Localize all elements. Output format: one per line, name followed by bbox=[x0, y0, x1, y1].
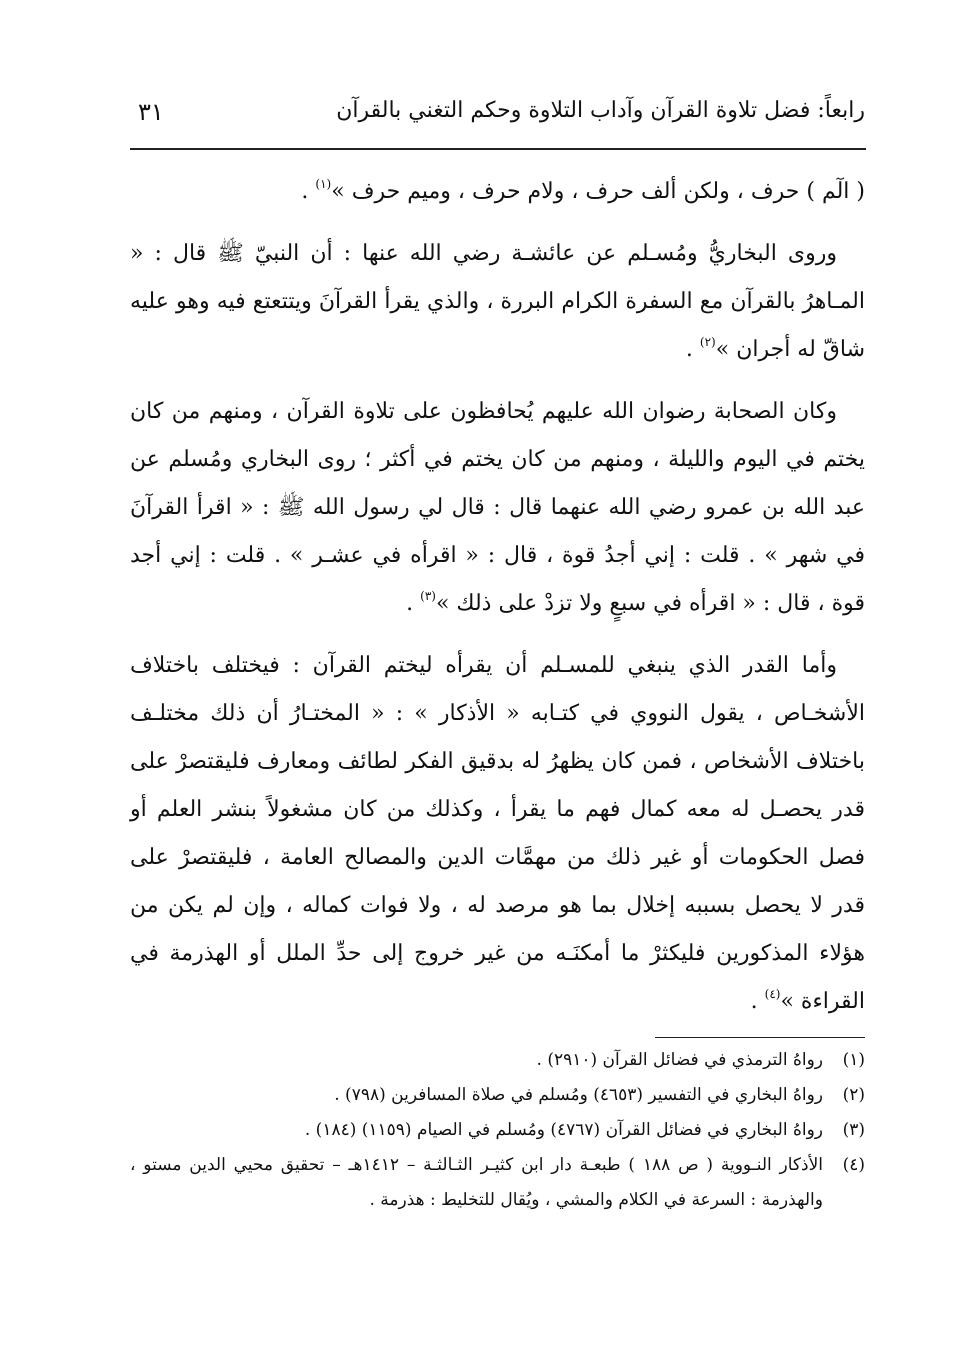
paragraph-1-end: . bbox=[301, 179, 316, 204]
footnote-ref-4: (٤) bbox=[764, 987, 781, 1001]
paragraph-2 bbox=[130, 230, 865, 374]
paragraph-2-text: وروى البخاريُّ ومُسـلم عن عائشـة رضي الله عنها : أن النبيّ ﷺ قال : « المـاهرُ بالقرآن مع السفرة الكرام البررة ، والذي يقرأ القرآنَ ويتتعتع فيه وهو عليه شاقّ له أجران » bbox=[130, 241, 865, 362]
paragraph-3-end: . bbox=[406, 591, 421, 616]
running-title: رابعاً: فضل تلاوة القرآن وآداب التلاوة وحكم التغني بالقرآن bbox=[336, 98, 865, 123]
footnote-text: رواهُ الترمذي في فضائل القرآن (٢٩١٠) . bbox=[536, 1050, 823, 1070]
page-number: ٣١ bbox=[138, 98, 164, 126]
footnote-number: (٣) bbox=[842, 1120, 865, 1140]
footnote-2 bbox=[130, 1078, 865, 1113]
paragraph-4-text: وأما القدر الذي ينبغي للمسـلم أن يقرأه ليختم القرآن : فيختلف باختلاف الأشخـاص ، يقول النووي في كتـابه « الأذكار » : « المختـارُ أن ذلك مختلـف باختلاف الأشخاص ، فمن كان يظهرُ له بدقيق الفكر لطائف ومعارف فليقتصرْ على قدر يحصـل له معه كمال فهم ما يقرأ ، وكذلك من كان مشغولاً بنشر العلم أو فصل الحكومات أو غير ذلك من مهمَّات الدين والمصالح العامة ، فليقتصرْ على قدر لا يحصل بسببه إخلال بما هو مرصد له ، ولا فوات كماله ، وإن لم يكن من هؤلاء المذكورين فليكثرْ ما أمكنَـه من غير خروج إلى حدِّ الملل أو الهذرمة في القراءة » bbox=[130, 653, 865, 1014]
footnote-4 bbox=[130, 1148, 865, 1218]
footnote-ref-3: (٣) bbox=[420, 589, 436, 603]
footnote-number: (١) bbox=[842, 1050, 865, 1070]
footnote-ref-2: (٢) bbox=[699, 335, 716, 349]
paragraph-4 bbox=[130, 642, 865, 1026]
paragraph-1 bbox=[130, 168, 865, 216]
footnote-1 bbox=[130, 1043, 865, 1078]
main-text bbox=[130, 168, 865, 1026]
footnote-text: الأذكار النـووية ( ص ١٨٨ ) طبعـة دار ابن كثيـر الثـالثـة – ١٤١٢هـ – تحقيق محيي الدين مستو ، والهذرمة : السرعة في الكلام والمشي ، ويُقال للتخليط : هذرمة . bbox=[130, 1155, 824, 1210]
footnote-text: رواهُ البخاري في التفسير (٤٦٥٣) ومُسلم في صلاة المسافرين (٧٩٨) . bbox=[334, 1085, 823, 1105]
paragraph-1-text: ( الٓم ) حرف ، ولكن ألف حرف ، ولام حرف ، وميم حرف » bbox=[331, 179, 865, 204]
footnote-number: (٢) bbox=[842, 1085, 865, 1105]
footnote-rule bbox=[655, 1037, 865, 1038]
paragraph-2-end: . bbox=[685, 337, 700, 362]
footnote-text: رواهُ البخاري في فضائل القرآن (٤٧٦٧) ومُسلم في الصيام (١١٥٩) (١٨٤) . bbox=[304, 1120, 823, 1140]
footnotes bbox=[130, 1043, 865, 1218]
footnote-3 bbox=[130, 1113, 865, 1148]
page-header bbox=[130, 94, 865, 144]
header-rule bbox=[130, 148, 866, 150]
paragraph-3-text: وكان الصحابة رضوان الله عليهم يُحافظون على تلاوة القرآن ، ومنهم من كان يختم في اليوم والليلة ، ومنهم من كان يختم في أكثر ؛ روى البخاري ومُسلم عن عبد الله بن عمرو رضي الله عنهما قال : قال لي رسول الله ﷺ : « اقرأ القرآنَ في شهر » . قلت : إني أجدُ قوة ، قال : « اقرأه في عشـر » . قلت : إني أجد قوة ، قال : « اقرأه في سبعٍ ولا تزدْ على ذلك » bbox=[130, 399, 865, 616]
paragraph-3 bbox=[130, 388, 865, 628]
footnote-number: (٤) bbox=[842, 1155, 865, 1175]
paragraph-4-end: . bbox=[750, 989, 765, 1014]
footnote-ref-1: (١) bbox=[315, 177, 332, 191]
